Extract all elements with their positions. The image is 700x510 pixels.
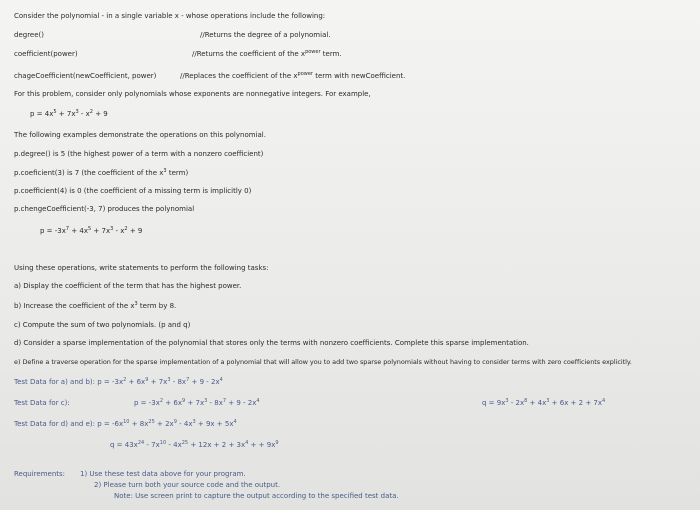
op-change-description: //Replaces the coefficient of the $x^{power}$ term with newCoefficient. [180,71,406,80]
test-data-c-q: $q = 9x^3 - 2x^8 + 4x^3 + 6x + 2 + 7x^4$ [482,398,606,407]
task-a: a) Display the coefficient of the term that has the highest power. [14,282,242,290]
example-coefficient-3: p.coeficient(3) is 7 (the coefficient of the $x^3$ term) [14,168,189,177]
examples-intro: The following examples demonstrate the operations on this polynomial. [14,131,266,139]
task-d: d) Consider a sparse implementation of the polynomial that stores only the terms with nonzero coefficients. Complete this sparse implementation. [14,339,529,347]
task-c: c) Compute the sum of two polynomials. (p and q) [14,321,191,329]
op-coefficient-signature: coefficient(power) [14,50,78,58]
example-polynomial: $p = 4x^5 + 7x^3 - x^2 + 9$ [30,109,108,118]
example-coefficient-4: p.coefficient(4) is 0 (the coefficient of a missing term is implicitly 0) [14,187,252,195]
op-coefficient-description: //Returns the coefficient of the $x^{power}$ term. [192,49,342,58]
tasks-intro: Using these operations, write statements to perform the following tasks: [14,264,269,272]
test-data-de-q: $q = 43x^{24} - 7x^{10} - 4x^{25} + 12x + 2 + 3x^4$ + + $9x^9$ [110,440,279,449]
op-degree-signature: degree() [14,31,44,39]
requirement-2: 2) Please turn both your source code and the output. [94,481,281,489]
intro-text: Consider the polynomial - in a single variable x - whose operations include the following: [14,12,326,20]
op-degree-description: //Returns the degree of a polynomial. [200,31,331,39]
requirements-label: Requirements: [14,470,66,478]
test-data-c-p: $p = -3x^2 + 6x^9 + 7x^3 - 8x^7 + 9 - 2x^4$ [134,398,260,407]
requirement-note: Note: Use screen print to capture the output according to the specified test data. [114,492,399,500]
task-b: b) Increase the coefficient of the $x^3$ term by 8. [14,301,177,310]
op-change-signature: chageCoefficient(newCoefficient, power) [14,72,157,80]
task-e: e) Define a traverse operation for the sparse implementation of a polynomial that will allow you to add two sparse polynomials without having to consider terms with zero coefficients explicitly. [14,358,632,366]
problem-note: For this problem, consider only polynomials whose exponents are nonnegative integers. For example, [14,90,371,98]
example-change-coefficient: p.chengeCoefficient(-3, 7) produces the polynomial [14,205,195,213]
test-data-c-label: Test Data for c): [14,399,70,407]
test-data-ab: Test Data for a) and b): $p = -3x^2 + 6x^9 + 7x^3 - 8x^7 + 9 - 2x^4$ [14,377,223,386]
example-degree: p.degree() is 5 (the highest power of a term with a nonzero coefficient) [14,150,264,158]
requirement-1: 1) Use these test data above for your program. [80,470,246,478]
result-polynomial: $p = -3x^7 + 4x^5 + 7x^3 - x^2 + 9$ [40,226,143,235]
test-data-de-p: Test Data for d) and e): $p = -6x^{10} + 8x^{25} + 2x^9 - 4x^3 + 9x + 5x^4$ [14,419,237,428]
